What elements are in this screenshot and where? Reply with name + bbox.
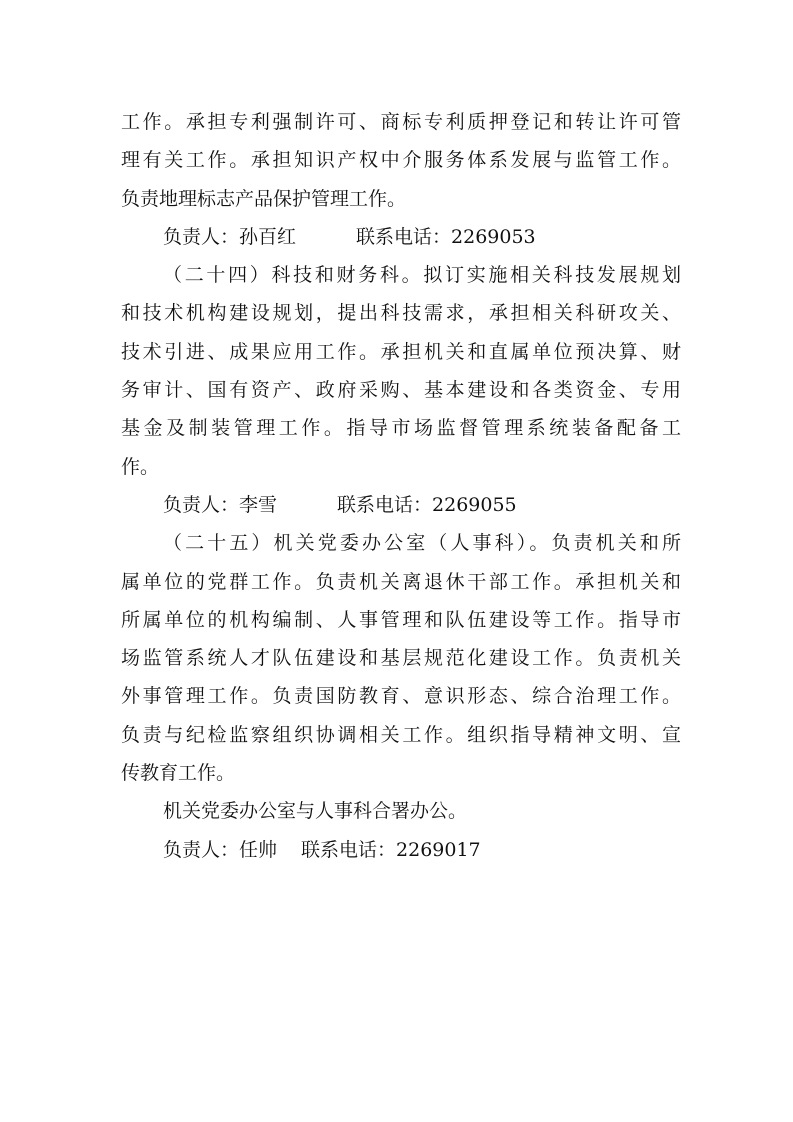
text-line: 和技术机构建设规划，提出科技需求，承担相关科研攻关、 bbox=[121, 302, 681, 325]
contact-person: 负责人：孙百红 bbox=[163, 225, 297, 248]
contact-line bbox=[121, 486, 681, 524]
contact-line bbox=[121, 831, 681, 869]
text-line: 作。 bbox=[121, 455, 160, 478]
section-heading-line: （二十五）机关党委办公室（人事科）。负责机关和所 bbox=[163, 532, 681, 555]
text-line: 负责地理标志产品保护管理工作。 bbox=[121, 187, 407, 210]
contact-person: 负责人：李雪 bbox=[163, 493, 278, 516]
contact-line bbox=[121, 218, 681, 256]
text-line: 所属单位的机构编制、人事管理和队伍建设等工作。指导市 bbox=[121, 608, 681, 631]
text-line: 基金及制装管理工作。指导市场监督管理系统装备配备工 bbox=[121, 417, 681, 440]
text-line: 负责与纪检监察组织协调相关工作。组织指导精神文明、宣 bbox=[121, 723, 681, 746]
text-line: 工作。承担专利强制许可、商标专利质押登记和转让许可管 bbox=[121, 111, 681, 133]
contact-phone: 联系电话：2269055 bbox=[337, 493, 517, 516]
contact-phone: 联系电话：2269017 bbox=[301, 838, 481, 861]
text-line: 技术引进、成果应用工作。承担机关和直属单位预决算、财 bbox=[121, 340, 681, 363]
text-line: 属单位的党群工作。负责机关离退休干部工作。承担机关和 bbox=[121, 570, 681, 593]
text-line: 传教育工作。 bbox=[121, 762, 236, 785]
text-line: 外事管理工作。负责国防教育、意识形态、综合治理工作。 bbox=[121, 685, 681, 708]
text-line: 场监管系统人才队伍建设和基层规范化建设工作。负责机关 bbox=[121, 647, 681, 670]
section-heading-line: （二十四）科技和财务科。拟订实施相关科技发展规划 bbox=[163, 264, 681, 287]
contact-phone: 联系电话：2269053 bbox=[356, 225, 536, 248]
text-line: 务审计、国有资产、政府采购、基本建设和各类资金、专用 bbox=[121, 379, 681, 402]
contact-person: 负责人：任帅 bbox=[163, 838, 278, 861]
document-body bbox=[121, 103, 681, 869]
text-line: 理有关工作。承担知识产权中介服务体系发展与监管工作。 bbox=[121, 149, 681, 172]
note-line: 机关党委办公室与人事科合署办公。 bbox=[163, 800, 468, 823]
